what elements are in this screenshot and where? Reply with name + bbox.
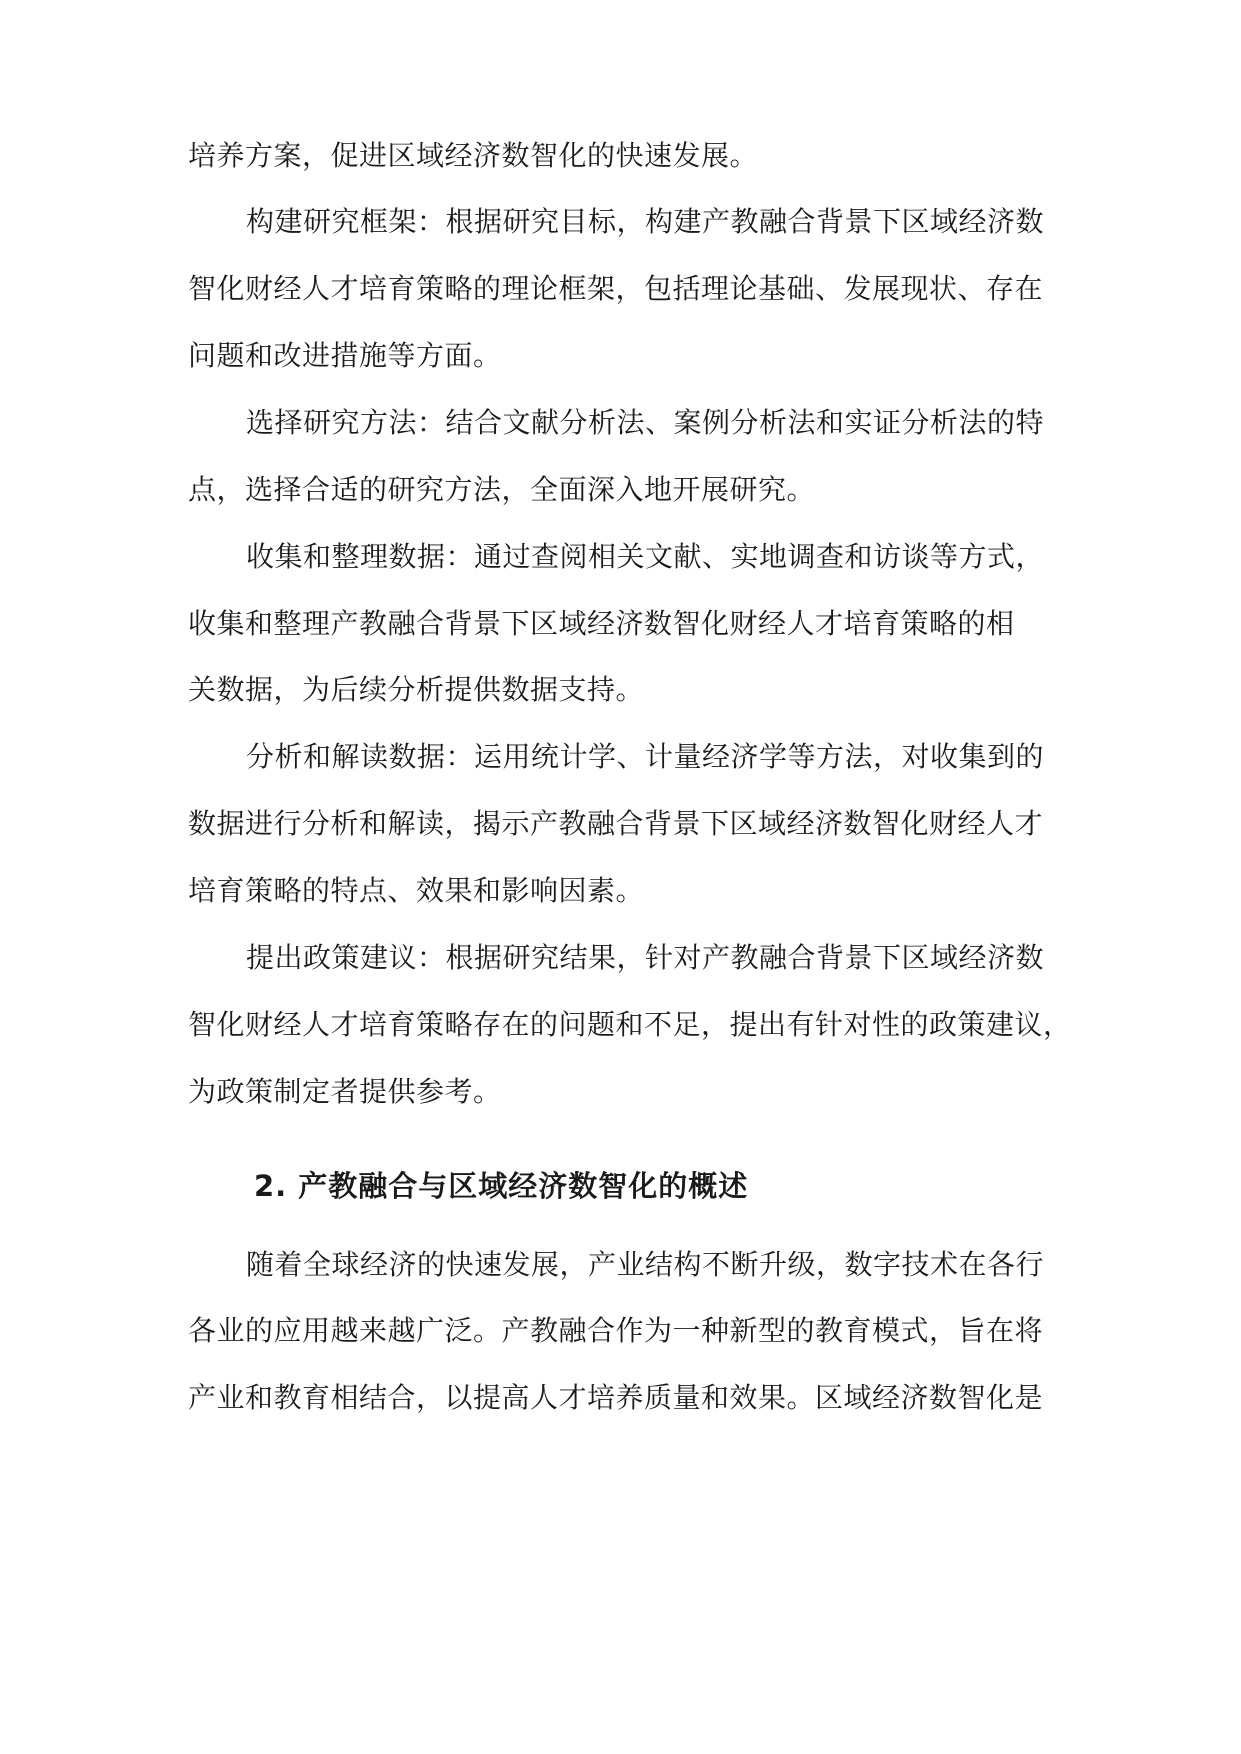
paragraph-1-line-1: 培养方案，促进区域经济数智化的快速发展。 xyxy=(188,139,759,172)
paragraph-6-line-3: 为政策制定者提供参考。 xyxy=(188,1075,502,1108)
paragraph-6-line-2: 智化财经人才培育策略存在的问题和不足，提出有针对性的政策建议， xyxy=(188,1008,1072,1041)
paragraph-2-line-2: 智化财经人才培育策略的理论框架，包括理论基础、发展现状、存在 xyxy=(188,272,1044,305)
paragraph-3-line-2: 点，选择合适的研究方法，全面深入地开展研究。 xyxy=(188,473,816,506)
paragraph-3-line-1: 选择研究方法：结合文献分析法、案例分析法和实证分析法的特 xyxy=(246,406,1045,439)
section-paragraph-line-1: 随着全球经济的快速发展，产业结构不断升级，数字技术在各行 xyxy=(246,1248,1045,1281)
paragraph-5-line-1: 分析和解读数据：运用统计学、计量经济学等方法，对收集到的 xyxy=(246,740,1045,773)
paragraph-2-line-3: 问题和改进措施等方面。 xyxy=(188,339,502,372)
paragraph-2-line-1: 构建研究框架：根据研究目标，构建产教融合背景下区域经济数 xyxy=(246,205,1045,238)
paragraph-4-line-3: 关数据，为后续分析提供数据支持。 xyxy=(188,673,645,706)
section-heading: 2. 产教融合与区域经济数智化的概述 xyxy=(254,1169,749,1203)
section-paragraph-line-3: 产业和教育相结合，以提高人才培养质量和效果。区域经济数智化是 xyxy=(188,1381,1044,1414)
paragraph-4-line-1: 收集和整理数据：通过查阅相关文献、实地调查和访谈等方式， xyxy=(246,540,1045,573)
paragraph-6-line-1: 提出政策建议：根据研究结果，针对产教融合背景下区域经济数 xyxy=(246,941,1045,974)
paragraph-4-line-2: 收集和整理产教融合背景下区域经济数智化财经人才培育策略的相 xyxy=(188,607,1015,640)
paragraph-5-line-3: 培育策略的特点、效果和影响因素。 xyxy=(188,874,645,907)
paragraph-5-line-2: 数据进行分析和解读，揭示产教融合背景下区域经济数智化财经人才 xyxy=(188,807,1044,840)
section-paragraph-line-2: 各业的应用越来越广泛。产教融合作为一种新型的教育模式，旨在将 xyxy=(188,1314,1044,1347)
